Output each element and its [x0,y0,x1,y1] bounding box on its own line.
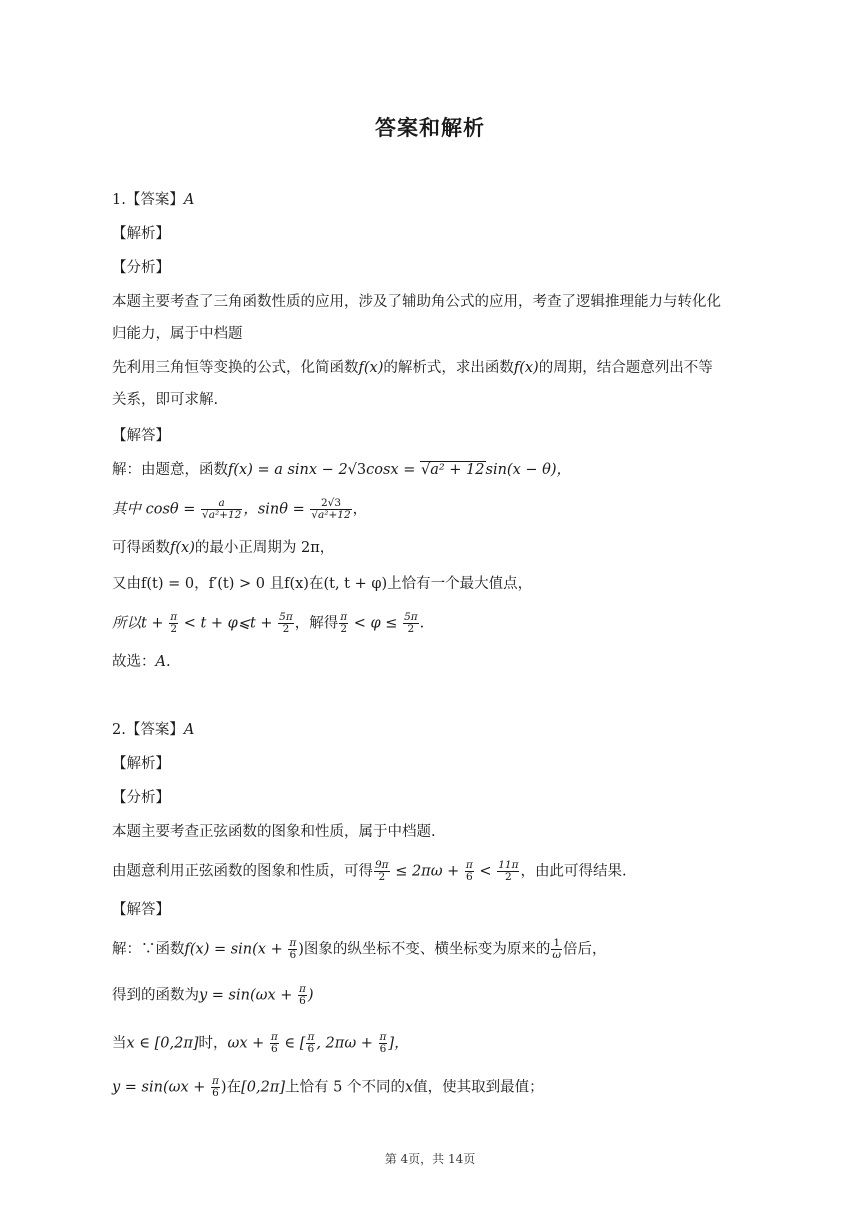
fraction [339,612,348,635]
text: 值，使其取到最值； [413,1079,544,1096]
text: ，由此可得结果. [520,863,627,880]
page-title: 答案和解析 [375,116,485,140]
numerator: π [307,1031,315,1043]
denominator: 6 [307,1043,315,1055]
fraction [551,938,562,961]
q1-solution-1 [112,460,571,480]
text: 时， [198,1035,228,1052]
math: f(x) = sin(x + [184,941,288,958]
text: 解：∵函数 [112,941,185,958]
fraction [169,612,178,635]
denominator: √a²+12 [202,509,242,521]
text: 先利用三角恒等变换的公式，化简函数 [112,360,359,376]
math: < [474,863,497,880]
math: f(x) = a sinx − 2 [228,462,348,478]
text: 故选： [112,654,156,670]
text: 解：由题意，函数 [112,462,228,478]
denominator: 6 [379,1043,387,1055]
text: 的解析式，求出函数 [383,360,514,376]
text: ， [352,501,368,518]
denominator: 6 [212,1087,219,1099]
math: 所以t + [112,615,169,632]
q1-fenxi: 【分析】 [112,260,170,276]
text: ，解得 [294,615,339,632]
numerator: π [379,1031,387,1043]
math-fx: f(x) [170,540,195,556]
numerator: 11π [498,859,519,871]
text: 由题意利用正弦函数的图象和性质，可得 [112,863,373,880]
math: ，sinθ = [243,501,310,518]
numerator: π [170,611,178,623]
numerator: 5π [279,611,293,623]
fraction [270,1032,279,1055]
q1-jieda: 【解答】 [112,428,170,444]
q1-analysis-4: 关系，即可求解. [112,392,219,408]
denominator: √a²+12 [311,509,351,521]
fraction [310,498,351,521]
q2-jieda: 【解答】 [112,902,170,918]
numerator: π [465,859,473,871]
fraction [465,860,474,883]
q2-fenxi: 【分析】 [112,790,170,806]
fraction [306,1032,315,1055]
text: )图象的纵坐标不变、横坐标变为原来的 [298,941,551,958]
denominator: 6 [466,871,473,883]
q2-answer [112,720,194,740]
q1-jiexi: 【解析】 [112,226,170,242]
text: 当 [112,1035,127,1052]
numerator: 5π [404,611,418,623]
math: ]， [388,1035,409,1052]
denominator: 2 [497,871,519,883]
numerator: 2√3 [320,497,342,509]
q2-answer-head: 2.【答案】 [112,722,184,738]
denominator: 2 [403,623,419,635]
denominator: 2 [278,623,294,635]
math: , 2πω + [316,1035,378,1052]
q1-analysis-3 [112,358,713,378]
q1-solution-2 [112,498,367,521]
fraction [288,938,297,961]
text: 可得函数 [112,540,170,556]
math: x ∈ [0,2π] [126,1035,199,1052]
text: . [419,615,425,632]
numerator: 9π [375,859,389,871]
math: < t + φ⩽t + [179,615,278,632]
fraction [497,860,519,883]
numerator: π [212,1075,219,1087]
numerator: π [289,937,297,949]
q2-solution-1 [112,938,606,961]
q1-answer-value: A [183,192,195,208]
fraction [211,1076,220,1099]
denominator: 6 [271,1043,278,1055]
fraction [374,860,390,883]
text: 的周期，结合题意列出不等 [538,360,713,376]
q1-analysis-2: 归能力，属于中档题 [112,326,243,342]
q2-jiexi: 【解析】 [112,756,170,772]
fraction [298,984,307,1007]
math: < φ ≤ [349,615,403,632]
q2-analysis-1: 本题主要考查正弦函数的图象和性质，属于中档题. [112,824,436,840]
numerator: π [270,1031,278,1043]
q1-analysis-1: 本题主要考查了三角函数性质的应用，涉及了辅助角公式的应用，考查了逻辑推理能力与转化化 [112,294,721,310]
q1-solution-4: 又由f(t) = 0，f′(t) > 0 且f(x)在(t, t + φ)上恰有一个最大值点， [112,576,533,592]
denominator: 6 [289,949,297,961]
text: 得到的函数为 [112,987,199,1004]
q2-solution-4 [112,1076,544,1099]
math: y = sin(ωx + [199,987,298,1004]
q1-answer-head: 1.【答案】 [112,192,184,208]
q2-analysis-2 [112,860,627,883]
fraction [201,498,242,521]
text: )在 [220,1079,242,1096]
math: ∈ [ [279,1035,306,1052]
denominator: 2 [340,623,348,635]
math-fx: f(x) [513,360,539,376]
math-sqrt: √3 [347,462,367,478]
math-sqrt: √a² + 12 [420,462,485,478]
math: 其中 cosθ = [112,501,200,518]
text: 倍后， [562,941,607,958]
q1-solution-3 [112,538,334,558]
page-number-footer: 第 4页，共 14页 [384,1152,476,1166]
q2-solution-2 [112,984,314,1007]
math: cosx = [366,462,420,478]
denominator: 2 [170,623,177,635]
denominator: 6 [299,995,306,1007]
math: sin(x − θ)， [485,462,572,478]
denominator: ω [552,949,561,961]
fraction [403,612,419,635]
denominator: 2 [374,871,390,883]
fraction [278,612,294,635]
math: ≤ 2πω + [390,863,464,880]
numerator: 1 [553,937,561,949]
math: ) [307,987,314,1004]
fraction [379,1032,388,1055]
math: x [404,1079,414,1096]
math: A. [155,654,171,670]
numerator: π [340,611,348,623]
math: [0,2π] [241,1079,285,1096]
text: 上恰有 5 个不同的 [285,1079,405,1096]
q1-solution-5 [112,612,424,635]
math: y = sin(ωx + [112,1079,211,1096]
text: 的最小正周期为 2π， [194,540,335,556]
q1-solution-6 [112,652,171,672]
math-fx: f(x) [358,360,384,376]
q2-answer-value: A [183,722,195,738]
numerator: π [299,983,306,995]
q1-answer [112,190,194,210]
q2-solution-3 [112,1032,409,1055]
math: ωx + [227,1035,269,1052]
numerator: a [218,497,225,509]
